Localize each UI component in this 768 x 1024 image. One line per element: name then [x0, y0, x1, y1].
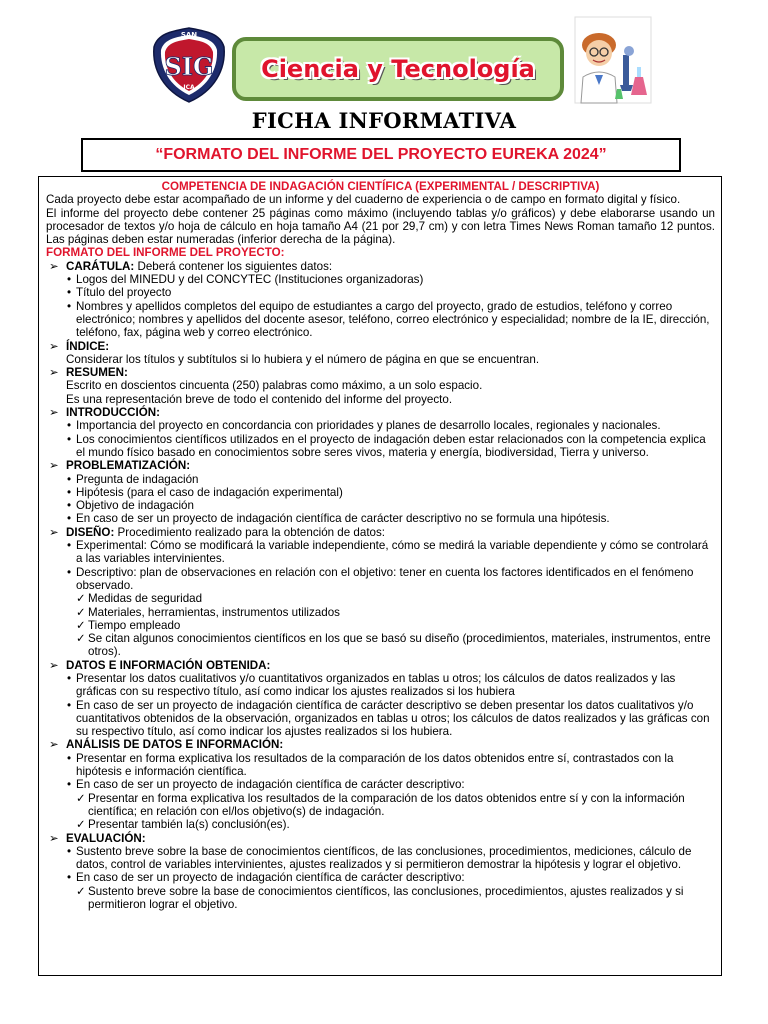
- section-label: INTRODUCCIÓN:: [66, 406, 161, 420]
- checkmark-icon: ✓: [76, 618, 86, 632]
- check-item: [46, 619, 715, 632]
- list-item-text: En caso de ser un proyecto de indagación científica de carácter descriptivo no se formula una hipótesis.: [76, 512, 610, 526]
- document-subtitle: “FORMATO DEL INFORME DEL PROYECTO EUREKA 2024”: [155, 146, 607, 163]
- competencia-heading: COMPETENCIA DE INDAGACIÓN CIENTÍFICA (EXPERIMENTAL / DESCRIPTIVA): [161, 180, 600, 193]
- checkmark-icon: ✓: [76, 818, 86, 832]
- bullet-dot-icon: •: [67, 671, 72, 685]
- title-banner: [232, 37, 564, 101]
- list-item: [46, 699, 715, 739]
- list-item-text: Pregunta de indagación: [76, 472, 199, 486]
- section-problematizacion: [46, 459, 715, 472]
- list-item-text: Presentar en forma explicativa los resultados de la comparación de los datos obtenidos entre sí, contrastados con la hipótesis e información científica.: [76, 751, 674, 779]
- arrow-bullet-icon: ➢: [49, 525, 59, 539]
- list-item-text: Logos del MINEDU y del CONCYTEC (Instituciones organizadoras): [76, 273, 424, 287]
- section-datos: [46, 659, 715, 672]
- section-indice: [46, 340, 715, 353]
- bullet-dot-icon: •: [67, 273, 72, 287]
- arrow-bullet-icon: ➢: [49, 339, 59, 353]
- check-item: [46, 885, 715, 912]
- section-caratula: [46, 260, 715, 273]
- intro-paragraph-1: Cada proyecto debe estar acompañado de un informe y del cuaderno de experiencia o de campo en formato digital y físico.: [46, 193, 681, 207]
- section-introduccion: [46, 406, 715, 419]
- arrow-bullet-icon: ➢: [49, 831, 59, 845]
- bullet-dot-icon: •: [67, 485, 72, 499]
- list-item: [46, 539, 715, 566]
- arrow-bullet-icon: ➢: [49, 738, 59, 752]
- arrow-bullet-icon: ➢: [49, 406, 59, 420]
- list-item: [46, 499, 715, 512]
- subtitle-box: [81, 138, 681, 172]
- list-item-text: Objetivo de indagación: [76, 499, 194, 513]
- check-item-text: Presentar también la(s) conclusión(es).: [88, 818, 290, 832]
- bullet-dot-icon: •: [67, 512, 72, 526]
- arrow-bullet-icon: ➢: [49, 658, 59, 672]
- logo-top-text: SAN: [180, 31, 198, 39]
- bullet-dot-icon: •: [67, 419, 72, 433]
- list-item: [46, 566, 715, 593]
- arrow-bullet-icon: ➢: [49, 366, 59, 380]
- bullet-dot-icon: •: [67, 565, 72, 579]
- bullet-dot-icon: •: [67, 751, 72, 765]
- list-item: [46, 300, 715, 340]
- check-item: [46, 592, 715, 605]
- checkmark-icon: ✓: [76, 632, 86, 646]
- list-item: [46, 419, 715, 432]
- section-text: Deberá contener los siguientes datos:: [134, 259, 333, 273]
- check-item: [46, 632, 715, 659]
- list-item-text: Título del proyecto: [76, 286, 172, 300]
- section-text: Escrito en doscientos cincuenta (250) palabras como máximo, a un solo espacio.: [66, 379, 483, 393]
- bullet-dot-icon: •: [67, 844, 72, 858]
- scientist-illustration: [573, 15, 653, 105]
- section-label: DISEÑO:: [66, 525, 115, 539]
- list-item-text: Los conocimientos científicos utilizados en el proyecto de indagación deben estar relacionados con la competencia explica el mundo físico basado en conocimientos sobre seres vivos, materia y energía, biodiversidad, Tierra y universo.: [76, 432, 706, 459]
- page-title: FICHA INFORMATIVA: [251, 108, 517, 133]
- checkmark-icon: ✓: [76, 605, 86, 619]
- section-label: PROBLEMATIZACIÓN:: [66, 459, 191, 473]
- check-item-text: Materiales, herramientas, instrumentos utilizados: [88, 605, 340, 619]
- check-item: [46, 606, 715, 619]
- bullet-dot-icon: •: [67, 499, 72, 513]
- list-item-text: Sustento breve sobre la base de conocimientos científicos, de las conclusiones, procedimientos, mediciones, cálculo de datos, control de variables intervinientes, ajustes realizados y si permitieron demostrar la hipótesis y lograr el objetivo.: [76, 844, 692, 872]
- check-item: [46, 818, 715, 831]
- list-item-text: En caso de ser un proyecto de indagación científica de carácter descriptivo se deben presentar los datos cualitativos y/o cuantitativos obtenidos de la observación, organizados en tablas u otros; los cálculos de datos realizados y las gráficas con su respectivo título, así como indicar los ajustes realizados si los hubiera.: [76, 698, 710, 739]
- list-item: [46, 286, 715, 299]
- formato-heading: FORMATO DEL INFORME DEL PROYECTO:: [46, 246, 285, 260]
- arrow-bullet-icon: ➢: [49, 459, 59, 473]
- section-label: RESUMEN:: [66, 366, 128, 380]
- bullet-dot-icon: •: [67, 871, 72, 885]
- bullet-dot-icon: •: [67, 432, 72, 446]
- list-item: [46, 512, 715, 525]
- list-item: [46, 778, 715, 791]
- check-item-text: Tiempo empleado: [88, 618, 181, 632]
- bullet-dot-icon: •: [67, 299, 72, 313]
- list-item: [46, 486, 715, 499]
- list-item-text: En caso de ser un proyecto de indagación científica de carácter descriptivo:: [76, 778, 465, 792]
- intro-paragraph-2: El informe del proyecto debe contener 25 páginas como máximo (incluyendo tablas y/o gráficos) y debe elaborarse usando un procesador de textos y/o hoja de cálculo en hoja tamaño A4 (21 por 29,7 cm) y con letra Times News Roman tamaño 12 puntos. Las páginas deben estar numeradas (inferior derecha de la página).: [46, 206, 715, 247]
- bullet-dot-icon: •: [67, 472, 72, 486]
- check-item: [46, 792, 715, 819]
- check-item-text: Se citan algunos conocimientos científicos en los que se basó su diseño (procedimientos, materiales, instrumentos, entre otros).: [88, 632, 711, 659]
- list-item: [46, 273, 715, 286]
- bullet-dot-icon: •: [67, 698, 72, 712]
- logo-letters: SIG: [164, 52, 214, 81]
- banner-title: Ciencia y Tecnología: [261, 55, 535, 83]
- list-item: [46, 473, 715, 486]
- check-item-text: Sustento breve sobre la base de conocimientos científicos, las conclusiones, procedimientos, ajustes realizados y si permitieron lograr el objetivo.: [88, 884, 684, 912]
- list-item: [46, 433, 715, 460]
- logo-bottom-text: ICA: [183, 84, 195, 91]
- bullet-dot-icon: •: [67, 286, 72, 300]
- list-item: [46, 752, 715, 779]
- section-text: Procedimiento realizado para la obtención de datos:: [114, 525, 386, 539]
- list-item-text: Descriptivo: plan de observaciones en relación con el objetivo: tener en cuenta los factores identificados en el fenómeno observado.: [76, 565, 694, 592]
- checkmark-icon: ✓: [76, 592, 86, 606]
- list-item-text: Nombres y apellidos completos del equipo de estudiantes a cargo del proyecto, grado de estudios, teléfono y correo electrónico; nombres y apellidos del docente asesor, teléfono, correo electrónico y especialidad; nombre de la IE, dirección, teléfono, fax, página web y correo electrónico.: [76, 299, 710, 340]
- school-logo: [150, 25, 228, 105]
- list-item: [46, 871, 715, 884]
- section-label: ANÁLISIS DE DATOS E INFORMACIÓN:: [66, 738, 284, 752]
- list-item-text: Experimental: Cómo se modificará la variable independiente, cómo se medirá la variable dependiente y cómo se controlará a las variables intervinientes.: [76, 539, 709, 566]
- bullet-dot-icon: •: [67, 778, 72, 792]
- list-item-text: Presentar los datos cualitativos y/o cuantitativos organizados en tablas u otros; los cálculos de datos realizados y las gráficas con su respectivo título, así como indicar los ajustes realizados si los hubiera: [76, 671, 676, 699]
- content-box: [38, 176, 722, 976]
- bullet-dot-icon: •: [67, 539, 72, 553]
- section-text: Considerar los títulos y subtítulos si lo hubiera y el número de página en que se encuentran.: [66, 352, 540, 366]
- arrow-bullet-icon: ➢: [49, 259, 59, 273]
- list-item: [46, 845, 715, 872]
- section-label: ÍNDICE:: [66, 339, 110, 353]
- section-analisis: [46, 738, 715, 751]
- check-item-text: Medidas de seguridad: [88, 592, 203, 606]
- section-label: EVALUACIÓN:: [66, 831, 146, 845]
- checkmark-icon: ✓: [76, 791, 86, 805]
- list-item-text: Importancia del proyecto en concordancia con prioridades y planes de desarrollo locales, regionales y nacionales.: [76, 419, 661, 433]
- section-diseno: [46, 526, 715, 539]
- section-evaluacion: [46, 832, 715, 845]
- list-item-text: En caso de ser un proyecto de indagación científica de carácter descriptivo:: [76, 871, 465, 885]
- section-label: DATOS E INFORMACIÓN OBTENIDA:: [66, 658, 271, 672]
- checkmark-icon: ✓: [76, 884, 86, 898]
- check-item-text: Presentar en forma explicativa los resultados de la comparación de los datos obtenidos entre sí y con la información científica; en relación con el/los objetivo(s) de indagación.: [88, 791, 685, 818]
- section-label: CARÁTULA:: [66, 259, 135, 273]
- section-resumen: [46, 366, 715, 379]
- list-item: [46, 672, 715, 699]
- list-item-text: Hipótesis (para el caso de indagación experimental): [76, 485, 343, 499]
- section-text: Es una representación breve de todo el contenido del informe del proyecto.: [66, 392, 453, 406]
